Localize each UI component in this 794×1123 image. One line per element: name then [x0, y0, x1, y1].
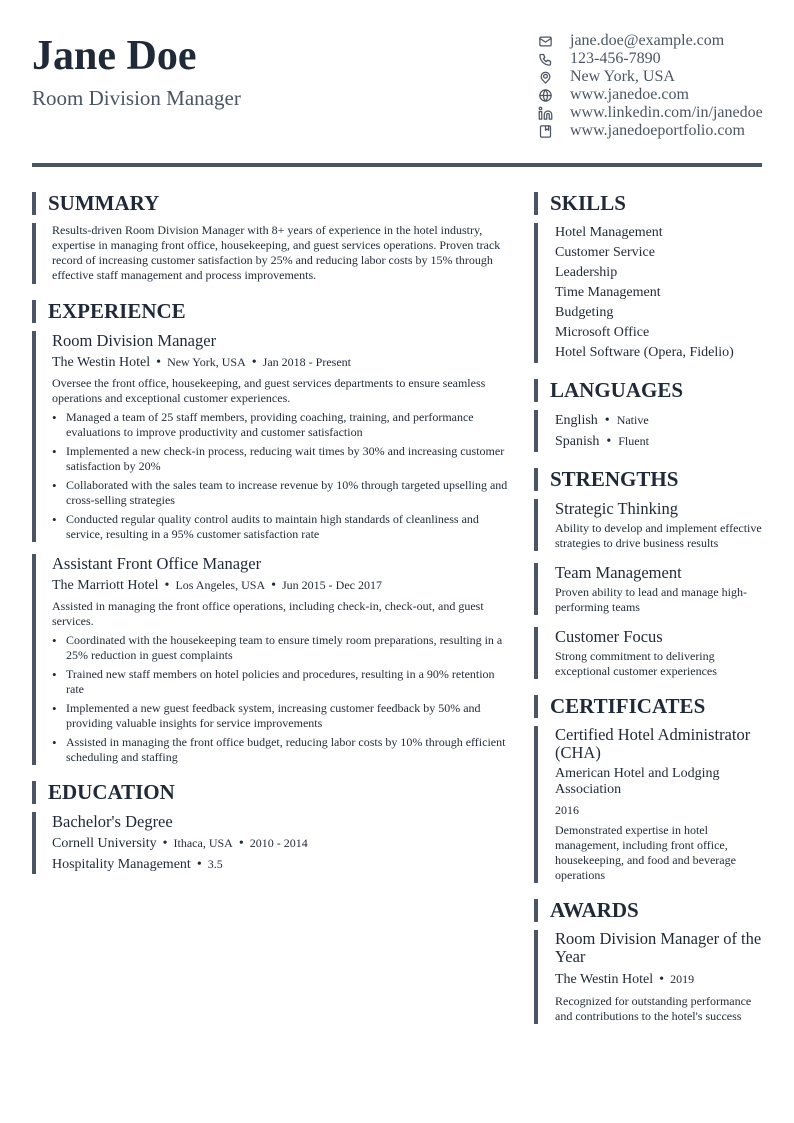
contact-website[interactable]	[536, 86, 776, 104]
job-company: The Westin Hotel	[52, 355, 151, 370]
strength-item	[534, 563, 762, 615]
school-years: 2010 - 2014	[249, 836, 308, 850]
language-name: Spanish	[555, 434, 600, 449]
job-title: Assistant Front Office Manager	[52, 554, 262, 573]
education-heading: EDUCATION	[32, 781, 514, 804]
job-bullet: • Collaborated with the sales team to increase revenue by 10% through targeted upselling and cross-selling strategies	[52, 478, 514, 508]
linkedin-icon	[536, 104, 554, 122]
award-desc: Recognized for outstanding performance and contributions to the hotel's success	[555, 994, 752, 1023]
strength-item	[534, 499, 762, 551]
portfolio-icon	[536, 122, 554, 140]
job-description: Oversee the front office, housekeeping, and guest services departments to ensure seamless operations and exceptional customer experiences.	[52, 376, 486, 405]
summary-text: Results-driven Room Division Manager with 8+ years of experience in the hotel industry, expertise in managing front office, housekeeping, and guest services operations. Proven track record of increasing customer satisfaction by 25% and reducing labor costs by 15% through effective staff management and process improvements.	[32, 223, 514, 284]
candidate-title: Room Division Manager	[32, 86, 241, 110]
job-meta	[52, 353, 514, 372]
globe-icon	[536, 86, 554, 104]
education-item	[32, 812, 514, 874]
certificate-desc: Demonstrated expertise in hotel management, including front office, housekeeping, and food and beverage operations	[555, 823, 736, 882]
language-level: Native	[616, 413, 649, 427]
awards-section	[534, 899, 762, 1024]
job-bullets	[52, 410, 514, 542]
certificates-heading: CERTIFICATES	[534, 695, 762, 718]
languages-list	[534, 410, 762, 452]
job-dates: Jun 2015 - Dec 2017	[282, 578, 382, 592]
contact-location	[536, 68, 776, 86]
job-location: New York, USA	[167, 355, 246, 369]
contact-email[interactable]	[536, 32, 776, 50]
candidate-name: Jane Doe	[32, 33, 197, 79]
job-bullet: • Assisted in managing the front office budget, reducing labor costs by 10% through efficient scheduling and staffing	[52, 735, 514, 765]
job-location: Los Angeles, USA	[175, 578, 266, 592]
separator-dot: •	[606, 434, 612, 449]
language-name: English	[555, 413, 598, 428]
award-meta	[555, 970, 762, 989]
contact-portfolio-text: www.janedoeportfolio.com	[570, 122, 745, 139]
skill-item: Hotel Management	[555, 225, 663, 240]
job-company: The Marriott Hotel	[52, 578, 159, 593]
strength-desc: Strong commitment to delivering exceptional customer experiences	[555, 649, 717, 678]
experience-item	[32, 554, 514, 765]
job-bullet: • Managed a team of 25 staff members, providing coaching, training, and performance evaluations to improve productivity and customer satisfaction	[52, 410, 514, 440]
phone-icon	[536, 50, 554, 68]
contact-list	[536, 32, 776, 140]
degree: Bachelor's Degree	[52, 812, 173, 831]
skill-item: Time Management	[555, 285, 661, 300]
award-year: 2019	[670, 972, 695, 986]
summary-heading: SUMMARY	[32, 192, 514, 215]
job-bullet: • Coordinated with the housekeeping team to ensure timely room preparations, resulting in a 25% reduction in guest complaints	[52, 633, 514, 663]
right-column	[534, 192, 762, 1024]
skills-list	[534, 223, 762, 363]
contact-phone-text: 123-456-7890	[570, 50, 661, 67]
skill-item: Leadership	[555, 265, 618, 280]
contact-email-text: jane.doe@example.com	[570, 32, 725, 49]
major: Hospitality Management	[52, 857, 191, 872]
map-pin-icon	[536, 68, 554, 86]
gpa: 3.5	[207, 857, 223, 871]
separator-dot: •	[251, 355, 257, 370]
education-section	[32, 781, 514, 874]
award-org: The Westin Hotel	[555, 972, 654, 987]
separator-dot: •	[196, 857, 202, 872]
job-bullet: • Conducted regular quality control audits to maintain high standards of cleanliness and service, resulting in a 95% customer satisfaction rate	[52, 512, 514, 542]
strengths-section	[534, 468, 762, 679]
language-item	[555, 431, 762, 452]
certificate-year: 2016	[555, 803, 579, 817]
job-bullet: • Implemented a new guest feedback system, increasing customer feedback by 50% and providing valuable insights for service improvements	[52, 701, 514, 731]
experience-heading: EXPERIENCE	[32, 300, 514, 323]
left-column	[32, 192, 514, 874]
separator-dot: •	[659, 972, 665, 987]
skills-section	[534, 192, 762, 363]
job-bullets	[52, 633, 514, 765]
strength-title: Strategic Thinking	[555, 499, 678, 518]
resume-header	[32, 0, 762, 168]
school: Cornell University	[52, 836, 157, 851]
education-meta	[52, 834, 514, 853]
language-item	[555, 410, 762, 431]
skill-item: Microsoft Office	[555, 325, 650, 340]
contact-phone[interactable]	[536, 50, 776, 68]
award-title: Room Division Manager of the Year	[555, 929, 762, 966]
skill-item: Budgeting	[555, 305, 614, 320]
skills-heading: SKILLS	[534, 192, 762, 215]
strength-title: Customer Focus	[555, 627, 663, 646]
separator-dot: •	[604, 413, 610, 428]
skill-item: Hotel Software (Opera, Fidelio)	[555, 345, 734, 360]
separator-dot: •	[271, 578, 277, 593]
contact-linkedin-text: www.linkedin.com/in/janedoe	[570, 104, 763, 121]
separator-dot: •	[156, 355, 162, 370]
strength-title: Team Management	[555, 563, 682, 582]
job-title: Room Division Manager	[52, 331, 217, 350]
strength-desc: Ability to develop and implement effective strategies to drive business results	[555, 521, 762, 550]
certificates-section	[534, 695, 762, 883]
contact-website-text: www.janedoe.com	[570, 86, 689, 103]
summary-section	[32, 192, 514, 284]
separator-dot: •	[164, 578, 170, 593]
contact-linkedin[interactable]	[536, 104, 776, 122]
education-major-line	[52, 855, 514, 874]
certificate-item	[534, 726, 762, 883]
resume-page	[32, 0, 763, 1023]
school-location: Ithaca, USA	[173, 836, 233, 850]
language-level: Fluent	[618, 434, 649, 448]
certificate-org: American Hotel and Lodging Association	[555, 766, 720, 797]
award-item	[534, 930, 762, 1024]
job-description: Assisted in managing the front office operations, including check-in, check-out, and guest services.	[52, 599, 484, 628]
certificate-title: Certified Hotel Administrator (CHA)	[555, 725, 751, 762]
separator-dot: •	[162, 836, 168, 851]
contact-location-text: New York, USA	[570, 68, 675, 85]
awards-heading: AWARDS	[534, 899, 762, 922]
separator-dot: •	[238, 836, 244, 851]
languages-heading: LANGUAGES	[534, 379, 762, 402]
skill-item: Customer Service	[555, 245, 655, 260]
header-divider	[32, 163, 762, 167]
mail-icon	[536, 32, 554, 50]
strengths-heading: STRENGTHS	[534, 468, 762, 491]
experience-section	[32, 300, 514, 765]
job-dates: Jan 2018 - Present	[262, 355, 351, 369]
contact-portfolio[interactable]	[536, 122, 776, 140]
job-meta	[52, 576, 514, 595]
job-bullet: • Trained new staff members on hotel policies and procedures, resulting in a 90% retention rate	[52, 667, 514, 697]
strength-desc: Proven ability to lead and manage high-performing teams	[555, 585, 747, 614]
job-bullet: • Implemented a new check-in process, reducing wait times by 30% and increasing customer satisfaction by 20%	[52, 444, 514, 474]
experience-item	[32, 331, 514, 542]
languages-section	[534, 379, 762, 452]
strength-item	[534, 627, 762, 679]
